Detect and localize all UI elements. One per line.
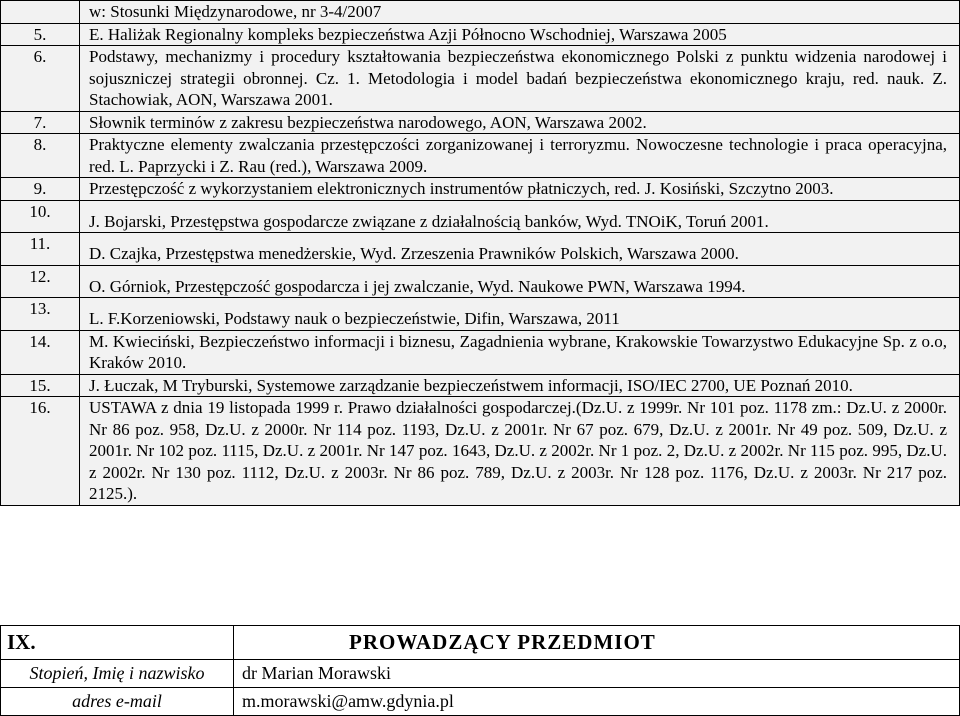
ref-text: Podstawy, mechanizmy i procedury kształtowania bezpieczeństwa ekonomicznego Polski z punktu widzenia narodowej i sojuszniczej strategii obronnej. Cz. 1. Metodologia i model badań bezpieczeństwa ekonomicznego kraju, red. nauk. Z. Stachowiak, AON, Warszawa 2001. bbox=[80, 46, 960, 112]
ref-number: 11. bbox=[1, 233, 80, 266]
ref-number bbox=[1, 1, 80, 24]
table-row bbox=[1, 46, 960, 112]
field-label: Stopień, Imię i nazwisko bbox=[1, 660, 234, 688]
table-row bbox=[1, 660, 960, 688]
ref-number: 6. bbox=[1, 46, 80, 112]
table-row bbox=[1, 178, 960, 201]
field-value: dr Marian Morawski bbox=[234, 660, 960, 688]
table-row bbox=[1, 134, 960, 178]
table-row bbox=[1, 111, 960, 134]
ref-number: 14. bbox=[1, 330, 80, 374]
ref-text: w: Stosunki Międzynarodowe, nr 3-4/2007 bbox=[80, 1, 960, 24]
ref-number: 7. bbox=[1, 111, 80, 134]
table-row bbox=[1, 397, 960, 506]
instructor-section bbox=[0, 625, 960, 716]
ref-number: 13. bbox=[1, 298, 80, 331]
table-row bbox=[1, 374, 960, 397]
table-row bbox=[1, 200, 960, 233]
ref-text: D. Czajka, Przestępstwa menedżerskie, Wyd. Zrzeszenia Prawników Polskich, Warszawa 2000. bbox=[80, 233, 960, 266]
ref-number: 10. bbox=[1, 200, 80, 233]
table-row bbox=[1, 298, 960, 331]
table-row bbox=[1, 1, 960, 24]
ref-text: O. Górniok, Przestępczość gospodarcza i jej zwalczanie, Wyd. Naukowe PWN, Warszawa 1994. bbox=[80, 265, 960, 298]
ref-text: L. F.Korzeniowski, Podstawy nauk o bezpieczeństwie, Difin, Warszawa, 2011 bbox=[80, 298, 960, 331]
email-value: m.morawski@amw.gdynia.pl bbox=[234, 688, 960, 716]
ref-text: Przestępczość z wykorzystaniem elektronicznych instrumentów płatniczych, red. J. Kosiński, Szczytno 2003. bbox=[80, 178, 960, 201]
section-title: PROWADZĄCY PRZEDMIOT bbox=[234, 626, 960, 660]
table-row bbox=[1, 688, 960, 716]
ref-text: Słownik terminów z zakresu bezpieczeństwa narodowego, AON, Warszawa 2002. bbox=[80, 111, 960, 134]
section-header-row bbox=[1, 626, 960, 660]
ref-number: 9. bbox=[1, 178, 80, 201]
ref-text: M. Kwieciński, Bezpieczeństwo informacji i biznesu, Zagadnienia wybrane, Krakowskie Towarzystwo Edukacyjne Sp. z o.o, Kraków 2010. bbox=[80, 330, 960, 374]
ref-number: 5. bbox=[1, 23, 80, 46]
ref-number: 16. bbox=[1, 397, 80, 506]
ref-text: USTAWA z dnia 19 listopada 1999 r. Prawo działalności gospodarczej.(Dz.U. z 1999r. Nr 101 poz. 1178 zm.: Dz.U. z 2000r. Nr 86 poz. 958, Dz.U. z 2000r. Nr 114 poz. 1193, Dz.U. z 2001r. Nr 67 poz. 679, Dz.U. z 2001r. Nr 49 poz. 509, Dz.U. z 2001r. Nr 102 poz. 1115, Dz.U. z 2001r. Nr 147 poz. 1643, Dz.U. z 2002r. Nr 1 poz. 2, Dz.U. z 2002r. Nr 115 poz. 995, Dz.U. z 2002r. Nr 130 poz. 1112, Dz.U. z 2003r. Nr 86 poz. 789, Dz.U. z 2003r. Nr 128 poz. 1176, Dz.U. z 2003r. Nr 217 poz. 2125.). bbox=[80, 397, 960, 506]
ref-number: 12. bbox=[1, 265, 80, 298]
ref-text: Praktyczne elementy zwalczania przestępczości zorganizowanej i terroryzmu. Nowoczesne technologie i praca operacyjna, red. L. Paprzycki i Z. Rau (red.), Warszawa 2009. bbox=[80, 134, 960, 178]
ref-text: E. Haliżak Regionalny kompleks bezpieczeństwa Azji Północno Wschodniej, Warszawa 2005 bbox=[80, 23, 960, 46]
table-row bbox=[1, 330, 960, 374]
table-row bbox=[1, 233, 960, 266]
field-label: adres e-mail bbox=[1, 688, 234, 716]
ref-text: J. Łuczak, M Tryburski, Systemowe zarządzanie bezpieczeństwem informacji, ISO/IEC 2700, UE Poznań 2010. bbox=[80, 374, 960, 397]
table-row bbox=[1, 23, 960, 46]
ref-number: 15. bbox=[1, 374, 80, 397]
instructor-table bbox=[0, 625, 960, 716]
section-number: IX. bbox=[1, 626, 234, 660]
ref-text: J. Bojarski, Przestępstwa gospodarcze związane z działalnością banków, Wyd. TNOiK, Toruń 2001. bbox=[80, 200, 960, 233]
ref-number: 8. bbox=[1, 134, 80, 178]
table-row bbox=[1, 265, 960, 298]
